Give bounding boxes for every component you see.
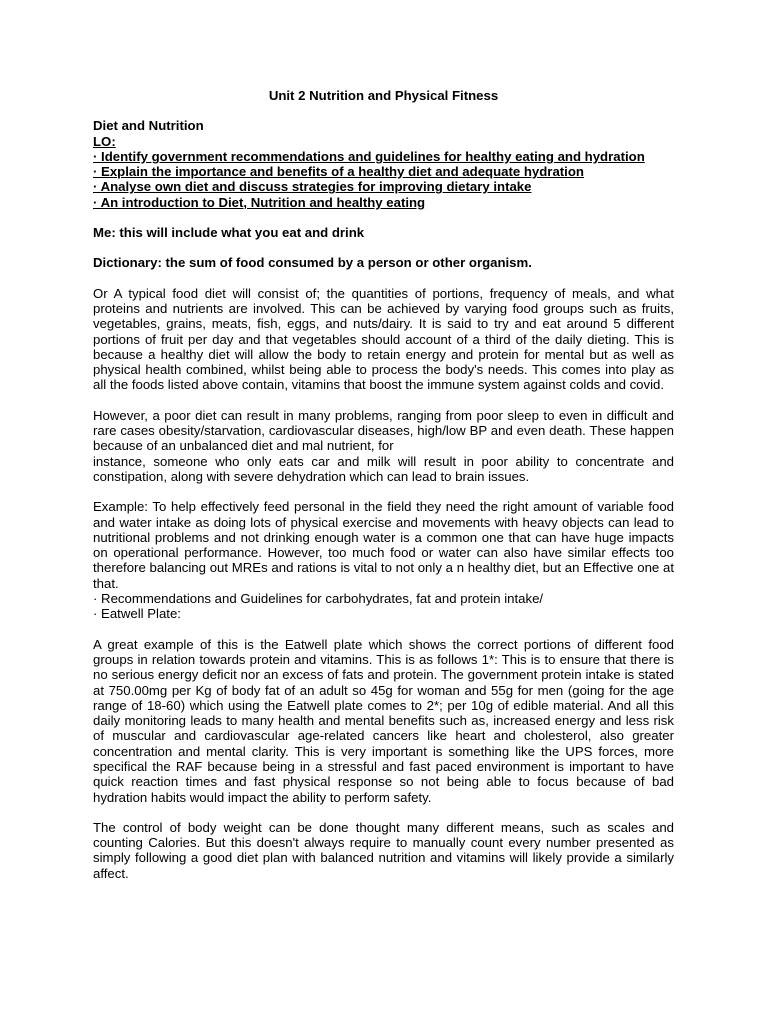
objective-item: · Identify government recommendations and guidelines for healthy eating and hydration <box>93 148 645 164</box>
paragraph-poor-diet-cont: instance, someone who only eats car and milk will result in poor ability to concentrate and constipation, along with severe dehydration which can lead to brain issues. <box>93 453 674 484</box>
paragraph-example: Example: To help effectively feed personal in the field they need the right amount of variable food and water intake as doing lots of physical exercise and movements with heavy objects can lead to nutritional problems and not drinking enough water is a common one that can have huge impacts on operational performance. However, too much food or water can also have similar effects too therefore balancing out MREs and rations is vital to not only a n healthy diet, but an Effective one at that. <box>93 499 674 591</box>
dictionary-definition: Dictionary: the sum of food consumed by a person or other organism. <box>93 255 532 271</box>
learning-objectives-list <box>93 149 674 210</box>
paragraph-typical-diet: Or A typical food diet will consist of; the quantities of portions, frequency of meals, and what proteins and nutrients are involved. This can be achieved by varying food groups such as fruits, vegetables, grains, meats, fish, eggs, and nuts/dairy. It is said to try and eat around 5 different portions of fruit per day and that vegetables should account of a third of the daily dieting. This is because a healthy diet will allow the body to retain energy and protein for mental but as well as physical health combined, whilst being able to process the body's needs. This comes into play as all the foods listed above contain, vitamins that boost the immune system against colds and covid. <box>93 285 674 393</box>
document-title: Unit 2 Nutrition and Physical Fitness <box>268 88 499 103</box>
objective-item: · An introduction to Diet, Nutrition and healthy eating <box>93 194 426 210</box>
section-heading: Diet and Nutrition <box>93 118 204 134</box>
paragraph-eatwell: A great example of this is the Eatwell plate which shows the correct portions of different food groups in relation towards protein and vitamins. This is as follows 1*: This is to ensure that there is no serious energy deficit nor an excess of fats and protein. The government protein intake is stated at 750.00mg per Kg of body fat of an adult so 45g for woman and 55g for men (going for the age range of 18-60) which using the Eatwell plate comes to 2*; per 10g of edible material. And all this daily monitoring leads to many health and mental benefits such as, increased energy and less risk of muscular and cardiovascular age-related cancers like heart and cholesterol, also greater concentration and mental clarity. This is very important is something like the UPS forces, more specifical the RAF because being in a stressful and fast paced environment is important to have quick reaction times and fast physical response so not being able to focus because of bad hydration habits would impact the ability to perform safety. <box>93 636 674 805</box>
paragraph-body-weight: The control of body weight can be done thought many different means, such as scales and counting Calories. But this doesn't always require to manually count every number presented as simply following a good diet plan with balanced nutrition and vitamins will likely provide a similarly affect. <box>93 819 674 881</box>
objective-item: · Analyse own diet and discuss strategies for improving dietary intake <box>93 179 532 195</box>
document-page <box>93 88 674 896</box>
objective-item: · Explain the importance and benefits of a healthy diet and adequate hydration <box>93 164 584 180</box>
bullet-eatwell-plate: · Eatwell Plate: <box>93 606 181 622</box>
bullet-recommendations: · Recommendations and Guidelines for carbohydrates, fat and protein intake/ <box>93 591 544 607</box>
me-definition: Me: this will include what you eat and drink <box>93 225 365 241</box>
learning-objectives-label: LO: <box>93 133 116 149</box>
paragraph-poor-diet: However, a poor diet can result in many problems, ranging from poor sleep to even in difficult and rare cases obesity/starvation, cardiovascular diseases, high/low BP and even death. These happen because of an unbalanced diet and mal nutrient, for <box>93 407 674 454</box>
